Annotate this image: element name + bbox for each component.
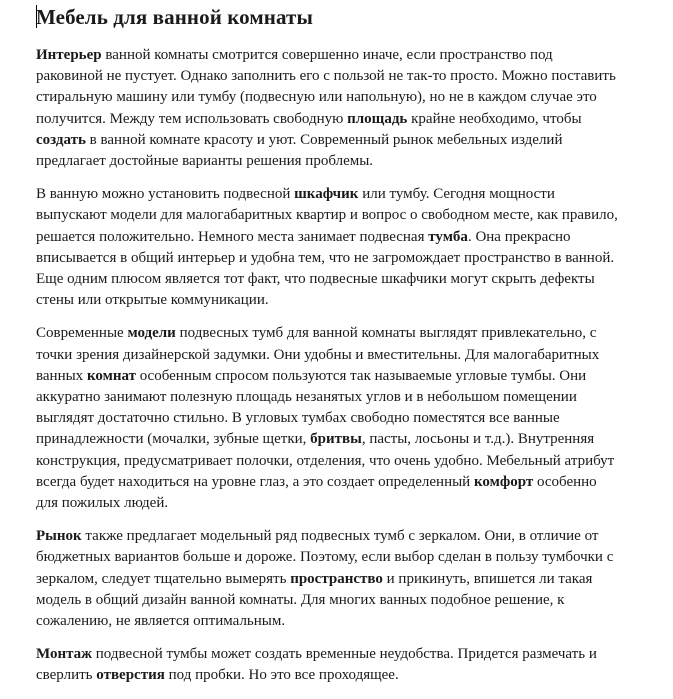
- text-line: [36, 665, 666, 686]
- text-line: [36, 547, 666, 568]
- bold-keyword: Монтаж: [36, 646, 93, 663]
- text-run: всегда будет находиться на уровне глаз, а это создает определенный: [36, 473, 474, 490]
- text-run: получится. Между тем использовать свободную: [36, 110, 348, 127]
- text-run: и прикинуть, впишется ли такая: [382, 570, 593, 587]
- paragraph-interior: [36, 45, 666, 172]
- text-run: сожалению, не является оптимальным.: [36, 613, 286, 630]
- text-run: принадлежности (мочалки, зубные щетки,: [36, 431, 311, 448]
- text-run: , пасты, лосьоны и т.д.). Внутренняя: [361, 431, 595, 448]
- text-line: [36, 151, 666, 172]
- text-run: ванных: [36, 367, 87, 384]
- text-run: стиральную машину или тумбу (подвесную или напольную), но не в каждом случае это: [36, 89, 597, 106]
- text-line: [36, 408, 666, 429]
- bold-keyword: шкафчик: [294, 186, 359, 203]
- text-run: предлагает достойные варианты решения проблемы.: [36, 153, 374, 170]
- text-line: [36, 526, 666, 547]
- text-line: [36, 644, 666, 665]
- paragraph-cabinet: [36, 184, 666, 311]
- text-run: зеркалом, следует тщательно вымерять: [36, 570, 291, 587]
- text-line: [36, 290, 666, 311]
- text-run: аккуратно занимают полезную площадь незанятых углов и в небольшом помещении: [36, 389, 577, 406]
- bold-keyword: комнат: [86, 367, 136, 384]
- text-run: сверлить: [36, 667, 97, 684]
- text-line: [36, 569, 666, 590]
- text-line: [36, 472, 666, 493]
- paragraph-models: [36, 323, 666, 514]
- text-run: . Она прекрасно: [467, 228, 571, 245]
- text-run: Еще одним плюсом является тот факт, что подвесные шкафчики могут скрыть дефекты: [36, 271, 595, 288]
- article-title: Мебель для ванной комнаты: [36, 5, 313, 29]
- document-body: [36, 0, 666, 687]
- text-run: выпускают модели для малогабаритных квартир и вопрос о свободном месте, как правило,: [36, 207, 618, 224]
- text-run: подвесных тумб для ванной комнаты выглядят привлекательно, с: [175, 325, 597, 342]
- text-run: в ванной комнате красоту и уют. Современный рынок мебельных изделий: [85, 131, 563, 148]
- text-line: [36, 429, 666, 450]
- text-run: стены или открытые коммуникации.: [36, 292, 269, 309]
- text-line: [36, 451, 666, 472]
- text-run: бюджетных вариантов больше и дороже. Поэтому, если выбор сделан в пользу тумбочки с: [36, 549, 614, 566]
- text-run: крайне необходимо, чтобы: [407, 110, 582, 127]
- text-run: раковиной не пустует. Однако заполнить его с пользой не так-то просто. Можно поставить: [36, 68, 616, 85]
- bold-keyword: Рынок: [36, 528, 82, 545]
- text-line: [36, 493, 666, 514]
- bold-keyword: комфорт: [473, 473, 534, 490]
- text-line: [36, 87, 666, 108]
- bold-keyword: площадь: [347, 110, 408, 127]
- text-run: ванной комнаты смотрится совершенно иначе, если пространство под: [101, 47, 553, 63]
- text-run: также предлагает модельный ряд подвесных тумб с зеркалом. Они, в отличие от: [81, 528, 599, 545]
- text-line: [36, 130, 666, 151]
- paragraph-installation: [36, 644, 666, 686]
- text-line: [36, 345, 666, 366]
- bold-keyword: пространство: [290, 570, 383, 587]
- text-line: [36, 248, 666, 269]
- text-line: [36, 590, 666, 611]
- text-run: Современные: [36, 325, 128, 342]
- text-line: [36, 611, 666, 632]
- bold-keyword: бритвы: [310, 431, 362, 448]
- text-run: выглядят достаточно стильно. В угловых тумбах свободно поместятся все ванные: [36, 410, 560, 427]
- text-run: или тумбу. Сегодня мощности: [358, 186, 555, 203]
- text-line: [36, 323, 666, 344]
- text-run: особенным спросом пользуются так называемые угловые тумбы. Они: [135, 367, 587, 384]
- text-run: подвесной тумбы может создать временные неудобства. Придется размечать и: [92, 646, 597, 663]
- text-line: [36, 45, 666, 66]
- text-line: [36, 227, 666, 248]
- bold-keyword: тумба: [428, 228, 468, 245]
- text-line: [36, 109, 666, 130]
- text-run: точки зрения дизайнерской задумки. Они удобны и вместительны. Для малогабаритных: [36, 346, 600, 363]
- text-run: для пожилых людей.: [36, 495, 169, 512]
- bold-keyword: Интерьер: [36, 47, 102, 63]
- text-run: под пробки. Но это все проходящее.: [164, 667, 399, 684]
- text-line: [36, 66, 666, 87]
- text-run: решается положительно. Немного места занимает подвесная: [36, 228, 429, 245]
- text-run: вписывается в общий интерьер и удобна тем, что не загромождает пространство в ванной.: [36, 249, 615, 266]
- text-line: [36, 205, 666, 226]
- bold-keyword: отверстия: [96, 667, 165, 684]
- text-run: В ванную можно установить подвесной: [36, 186, 295, 203]
- bold-keyword: создать: [36, 131, 86, 148]
- text-line: [36, 184, 666, 205]
- text-line: [36, 269, 666, 290]
- bold-keyword: модели: [127, 325, 176, 342]
- paragraph-market: [36, 526, 666, 632]
- text-run: особенно: [533, 473, 597, 490]
- text-line: [36, 387, 666, 408]
- text-run: конструкция, предусматривает полочки, отделения, что очень удобно. Мебельный атрибут: [36, 452, 615, 469]
- text-run: модель в общий дизайн ванной комнаты. Для многих ванных подобное решение, к: [36, 591, 565, 608]
- text-line: [36, 366, 666, 387]
